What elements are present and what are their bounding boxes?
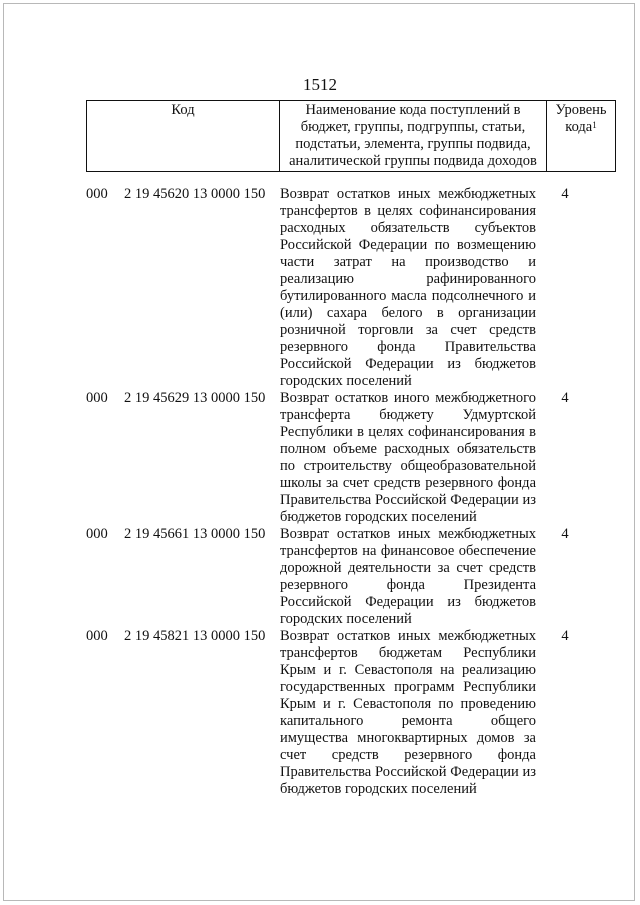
header-level-label: Уровень кода — [555, 102, 607, 135]
row-code: 2 19 45620 13 0000 150 — [124, 186, 266, 202]
header-code: Код — [87, 101, 280, 172]
table-row — [86, 526, 594, 628]
row-level: 4 — [561, 628, 569, 644]
table-header — [86, 100, 616, 172]
row-level: 4 — [561, 526, 569, 542]
row-name: Возврат остатков иных межбюджетных трансфертов в целях софинансирования расходных обязательств субъектов Российской Федерации по возмещению части затрат на производство и реализацию рафинированного бутилированного масла подсолнечного и (или) сахара белого в организации розничной торговли за счет средств резервного фонда Правительства Российской Федерации из бюджетов городских поселений — [280, 186, 536, 389]
row-level: 4 — [561, 390, 569, 406]
table-row — [86, 390, 594, 526]
row-code: 2 19 45629 13 0000 150 — [124, 390, 266, 406]
row-level: 4 — [561, 186, 569, 202]
table-row — [86, 628, 594, 798]
table-header-row — [87, 101, 616, 172]
row-admin-code: 000 — [86, 628, 108, 644]
row-admin-code: 000 — [86, 186, 108, 202]
page-number: 1512 — [303, 75, 337, 94]
row-name: Возврат остатков иных межбюджетных трансфертов бюджетам Республики Крым и г. Севастополя на реализацию государственных программ Республики Крым и г. Севастополя по проведению капитального ремонта общего имущества многоквартирных домов за счет средств резервного фонда Правительства Российской Федерации из бюджетов городских поселений — [280, 628, 536, 797]
row-code: 2 19 45661 13 0000 150 — [124, 526, 266, 542]
header-level — [547, 101, 616, 172]
table-body — [86, 186, 594, 798]
row-admin-code: 000 — [86, 390, 108, 406]
row-name: Возврат остатков иного межбюджетного трансферта бюджету Удмуртской Республики в целях софинансирования в полном объеме расходных обязательств по строительству общеобразовательной школы за счет средств резервного фонда Правительства Российской Федерации из бюджетов городских поселений — [280, 390, 536, 525]
header-level-footnote: 1 — [592, 120, 597, 130]
row-admin-code: 000 — [86, 526, 108, 542]
row-code: 2 19 45821 13 0000 150 — [124, 628, 266, 644]
header-name: Наименование кода поступлений в бюджет, группы, подгруппы, статьи, подстатьи, элемента, группы подвида, аналитической группы подвида доходов — [280, 101, 547, 172]
table-row — [86, 186, 594, 390]
row-name: Возврат остатков иных межбюджетных трансфертов на финансовое обеспечение дорожной деятельности за счет средств резервного фонда Президента Российской Федерации из бюджетов городских поселений — [280, 526, 536, 627]
